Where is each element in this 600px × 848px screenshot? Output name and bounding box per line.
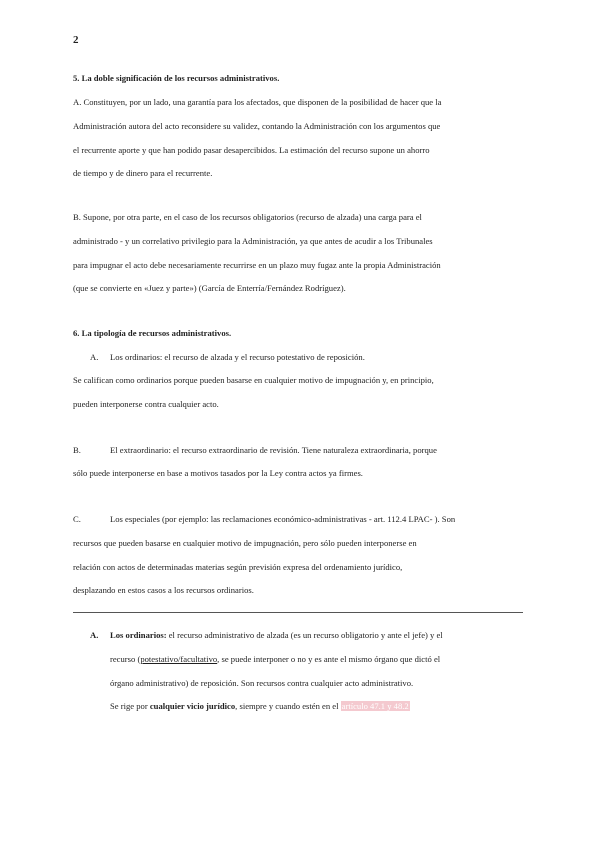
item-a-cont: Se califican como ordinarios porque pueden basarse en cualquier motivo de impugnación y, en principio,: [73, 375, 434, 385]
para-a-line: A. Constituyen, por un lado, una garantía para los afectados, que disponen de la posibilidad de hacer que la: [73, 97, 442, 107]
para-a-line: Administración autora del acto reconsidere su validez, contando la Administración con los argumentos que: [73, 121, 441, 131]
item-a-marker: A.: [90, 352, 99, 362]
item-b-marker: B.: [73, 445, 81, 455]
para-b-line: administrado - y un correlativo privilegio para la Administración, ya que antes de acudir a los Tribunales: [73, 236, 433, 246]
section6-heading: 6. La tipología de recursos administrativos.: [73, 328, 232, 338]
notes-line2-post: , se puede interponer o no y es ante el mismo órgano que dictó el: [217, 654, 441, 664]
item-a-cont: pueden interponerse contra cualquier acto.: [73, 399, 219, 409]
item-b-cont: sólo puede interponerse en base a motivos tasados por la Ley contra actos ya firmes.: [73, 468, 363, 478]
item-a-text: Los ordinarios: el recurso de alzada y el recurso potestativo de reposición.: [110, 352, 365, 362]
horizontal-divider: [73, 612, 523, 613]
notes-line1-rest: el recurso administrativo de alzada (es un recurso obligatorio y ante el jefe) y el: [166, 630, 443, 640]
notes-line-3: órgano administrativo) de reposición. Son recursos contra cualquier acto administrativo.: [110, 678, 414, 688]
notes-line-4: [110, 700, 410, 712]
item-c-cont: relación con actos de determinadas materias según previsión expresa del ordenamiento jurídico,: [73, 562, 403, 572]
notes-bold-term: cualquier vicio jurídico: [149, 701, 236, 711]
notes-marker: A.: [90, 630, 99, 640]
section5-heading: 5. La doble significación de los recursos administrativos.: [73, 73, 280, 83]
item-c-marker: C.: [73, 514, 81, 524]
notes-line-2: [110, 653, 440, 665]
item-b-text: El extraordinario: el recurso extraordinario de revisión. Tiene naturaleza extraordinaria, porque: [110, 445, 437, 455]
para-b-line: (que se convierte en «Juez y parte») (García de Enterría/Fernández Rodríguez).: [73, 283, 346, 293]
notes-title: Los ordinarios:: [110, 630, 167, 640]
notes-line4-pre: Se rige por: [110, 701, 150, 711]
para-b-line: B. Supone, por otra parte, en el caso de los recursos obligatorios (recurso de alzada) una carga para el: [73, 212, 422, 222]
item-c-text: Los especiales (por ejemplo: las reclamaciones económico-administrativas - art. 112.4 LPAC- ). Son: [110, 514, 456, 524]
notes-line2-pre: recurso (: [110, 654, 141, 664]
para-b-line: para impugnar el acto debe necesariamente recurrirse en un plazo muy fugaz ante la propia Administración: [73, 260, 441, 270]
item-c-cont: desplazando en estos casos a los recursos ordinarios.: [73, 585, 254, 595]
page-number: 2: [73, 34, 79, 46]
notes-underlined-term: potestativo/facultativo: [140, 654, 218, 664]
notes-line4-mid: , siempre y cuando estén en el: [235, 701, 341, 711]
highlighted-article-ref: artículo 47.1 y 48.2: [341, 701, 409, 711]
notes-line-1: [110, 629, 443, 641]
para-a-line: de tiempo y de dinero para el recurrente.: [73, 168, 213, 178]
item-c-cont: recursos que pueden basarse en cualquier motivo de impugnación, pero sólo pueden interponerse en: [73, 538, 417, 548]
para-a-line: el recurrente aporte y que han podido pasar desapercibidos. La estimación del recurso supone un ahorro: [73, 145, 430, 155]
